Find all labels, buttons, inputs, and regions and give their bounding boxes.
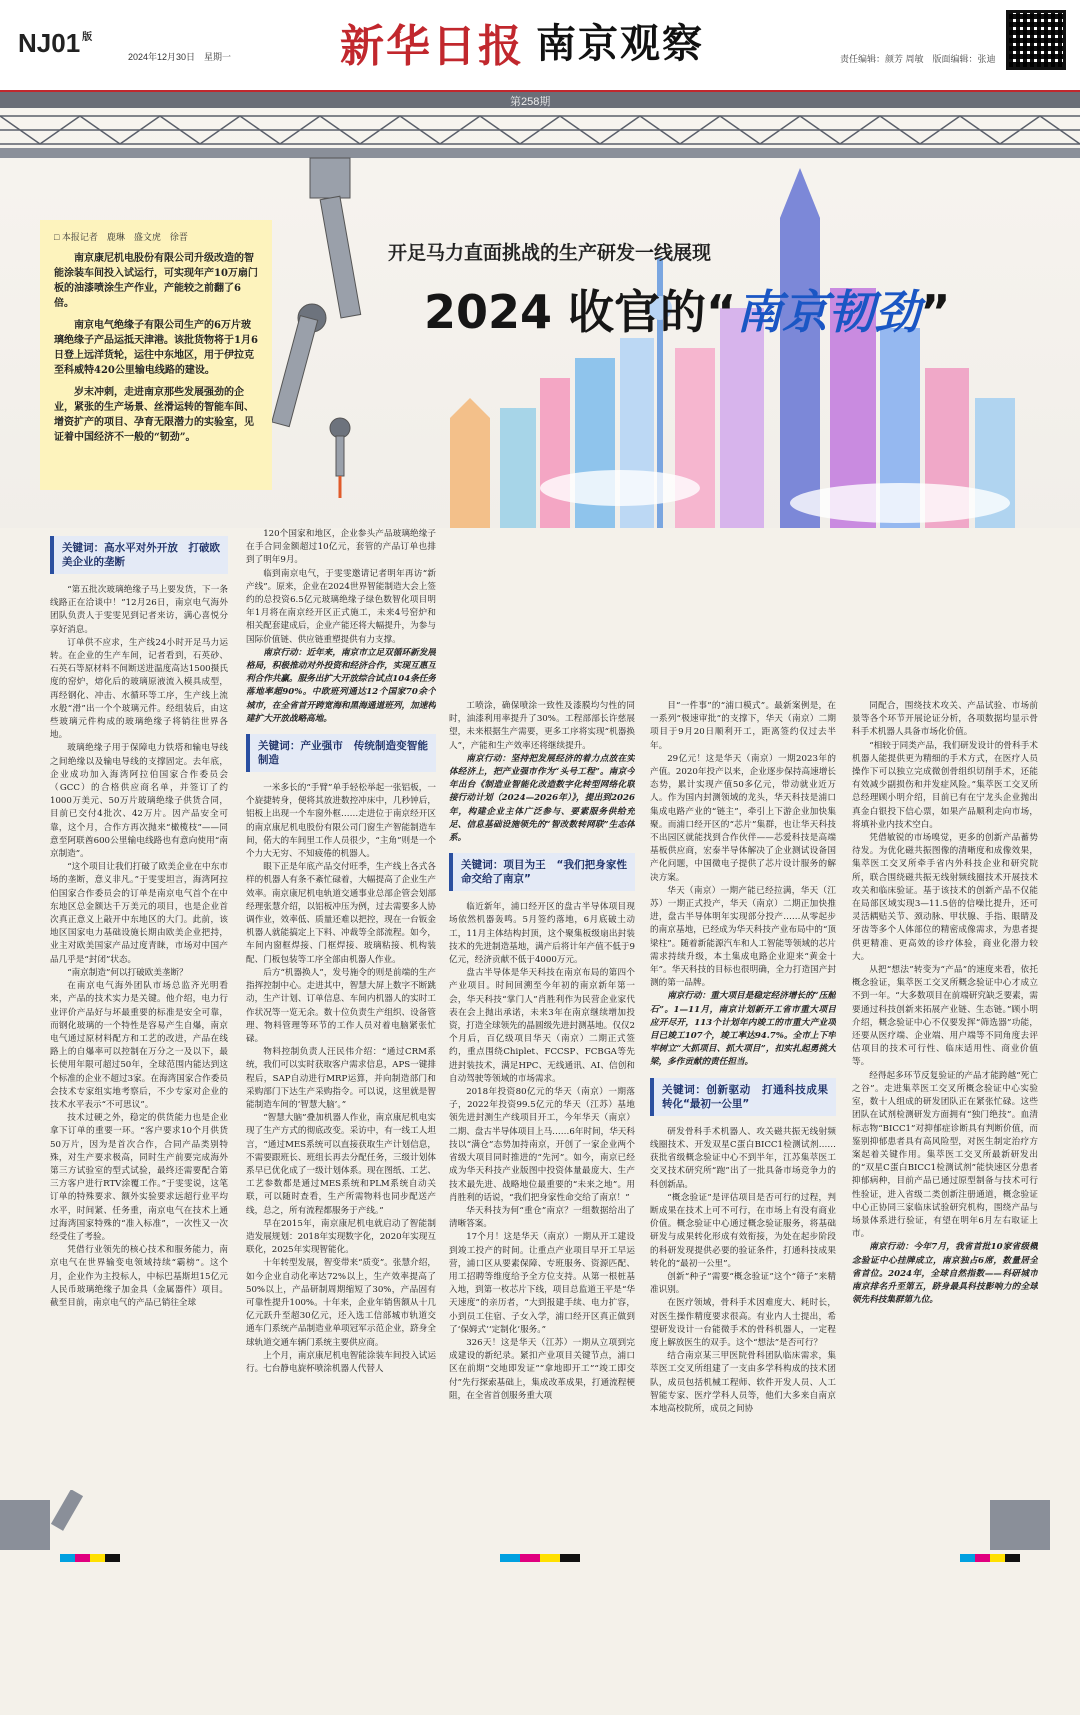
body-paragraph: 在南京电气海外团队市场总监齐光明看来，产品的技术实力是关键。他介绍，电力行业评价产品好与坏最重要的标准是安全可靠，而钢化玻璃的一个特性是容易产生自爆，南京电气通过原材料配方和工艺的改进，产品在线路上的自爆率可以控制在万分之一及以下，最长使用年限可超过50年，全球范围内能达到这个标准的企业不超过3家。在海湾国家合作委员会技术专家组实地考察后，不少专家对企业的技术水平表示“不可思议”。 xyxy=(50,981,228,1110)
body-paragraph: 玻璃绝缘子用于保障电力铁塔和输电导线之间绝缘以及输电导线的支撑固定。去年底，企业成功加入海湾阿拉伯国家合作委员会（GCC）的合格供应商名单，并签订了约1000万美元、50万片玻璃绝缘子供货合同，目前已交付4批次、42万片。因产品安全可靠，这个月，合作方再次抛来“橄榄枝”——同意至阿联酋600公里输电线路也有意向使用“南京制造”。 xyxy=(50,743,228,860)
body-paragraph: 在医疗领域，骨科手术因难度大、耗时长，对医生操作精度要求很高。有业内人士提出，希望研发设计一台能微手术的骨科机器人，一定程度上解放医生的双手。这个“想法”是否可行？ xyxy=(650,1298,836,1348)
column-5 xyxy=(852,700,1038,1715)
body-paragraph: 29亿元！这是华天（南京）一期2023年的产值。2020年投产以来，企业逐步保持高速增长态势，累计实现产值50多亿元，带动就业近万人。作为国内封测领域的龙头，华天科技是浦口集成电路产业的“链主”，牵引上下游企业加快集聚。而浦口经开区的“芯片”集群，也让华天科技不出园区就能找到合作伙伴——芯爱科技是高端基板供应商，宏泰半导体解决了企业测试设备国产化问题，中国微电子提供了芯片设计服务的解决方案。 xyxy=(650,753,836,883)
body-paragraph: “智慧大脑”叠加机器人作业，南京康尼机电实现了生产方式的彻底改变。采访中，有一线工人坦言，“通过MES系统可以直接获取生产计划信息，不需要跟班长、班组长再去分配任务，三级计划体系早已优化成了一级计划体系。现在图纸、工艺、工艺参数都是通过MES系统和PLM系统自动关联，可以随时查看，生产所需物料也同步配送产线，总之，所有流程都服务于产线。” xyxy=(246,1113,436,1216)
body-paragraph: 临到南京电气，于雯雯邀请记者明年再访“新产线”。原来，企业在2024世界智能制造大会上签约的总投资6.5亿元玻璃绝缘子绿色数智化项目明年1月将在南京经开区正式施工，未来4号窑炉和相关配套建成后，企业产能还将大幅提升，为参与国际价值链、供应链重塑提供有力支撑。 xyxy=(246,568,436,645)
page-number: NJ01 $^版$ xyxy=(18,28,93,58)
print-color-bar xyxy=(60,1554,120,1562)
qr-code-icon xyxy=(1006,10,1066,70)
body-paragraph: 盘古半导体是华天科技在南京布局的第四个产业项目。时间回溯至今年初的南京新年第一会，华天科技“掌门人”肖胜利作为民营企业家代表在会上抛出承诺，未来3年在南京继续增加投资，打造全球领先的晶圆级先进封测基地。仅仅2个月后，百亿级项目华天（南京）二期正式签约，重点围绕Chiplet、FCCSP、FCBGA等先进封装技术，满足HPC、无线通讯、AI、信创和自动驾驶等领域的市场需求。 xyxy=(449,968,635,1084)
body-paragraph: 326天！这是华天（江苏）一期从立项到完成建设的新纪录。紧扣产业项目关键节点，浦口区在前期“交地即发证”“拿地即开工”“竣工即交付”先行探索基础上，集成改革成果，打通流程梗阻，在全省首创服务重大项 xyxy=(449,1337,635,1401)
body-paragraph: 从把“想法”转变为“产品”的速度来看，依托概念验证，集萃医工交叉所概念验证中心才成立不到一年。“大多数项目在前端研究缺乏要素，需要通过科技创新来拓展产业链、生态链。”顾小明介绍，概念验证中心不仅要发挥“筛选器”功能，还要从医疗端、企业端、用户端等不同角度去评估项目的技术可行性、临床适用性、商业价值等。 xyxy=(852,965,1038,1068)
nanjing-action-paragraph: 南京行动：坚持把发展经济的着力点放在实体经济上，把产业强市作为“头号工程”。南京今年出台《制造业智能化改造数字化转型网络化联接行动计划（2024—2026年）》，提出到2026年，构建企业主体广泛参与、要素服务供给充足、信息基础设施领先的“智改数转网联”生态体系。 xyxy=(449,753,635,844)
body-paragraph: 凭借行业领先的核心技术和服务能力，南京电气在世界输变电领域持续“霸榜”。这个月，企业作为主投标人，中标巴基斯坦15亿元人民币玻璃绝缘子加金具（金属器件）项目。截至目前，南京电气的产品已销往全球 xyxy=(50,1245,228,1308)
print-color-bar xyxy=(500,1554,580,1562)
issue-number: 第258期 xyxy=(510,96,551,108)
body-paragraph: 一米多长的“手臂”单手轻松举起一张铝板，一个旋捷转身，便将其放进数控冲床中，几秒钟后，铝板上出现一个车窗外框……走进位于南京经开区的南京康尼机电股份有限公司门窗生产智能制造车间，偌大的车间里工作人员很少，“主角”则是一个个力大无穷、不知疲倦的机器人。 xyxy=(246,783,436,860)
body-paragraph: 研发骨科手术机器人、攻关磁共振无线射频线圈技术、开发双星C蛋白BICC1检测试剂……获批省级概念验证中心不到半年，江苏集萃医工交叉技术研究所“跑”出了一批具备市场竞争力的科创新品。 xyxy=(650,1126,836,1190)
body-paragraph: “南京制造”何以打破欧美垄断？ xyxy=(67,967,188,978)
body-paragraph: 创新“种子”需要“概念验证”这个“筛子”来精准识别。 xyxy=(650,1271,836,1296)
lead-paragraph: 南京康尼机电股份有限公司升级改造的智能涂装车间投入试运行，可实现年产10万扇门板的油漆喷涂生产作业，产能较之前翻了6倍。 xyxy=(54,253,258,309)
body-paragraph: 结合南京某三甲医院骨科团队临床需求，集萃医工交叉所组建了一支由多学科构成的技术团队，成员包括机械工程师、软件开发人员、人工智能专家、医疗学科人员等，他们大多来自南京本地高校院所，成员之间协 xyxy=(650,1351,836,1414)
masthead xyxy=(0,0,1080,92)
article-kicker: 开足马力直面挑战的生产研发一线展现 xyxy=(388,242,712,264)
body-paragraph: 订单供不应求，生产线24小时开足马力运转。在企业的生产车间，记者看到，石英砂、石英石等原材料不间断送进温度高达1500摄氏度的窑炉，熔化后的玻璃原液流入模具成型，再经钢化、冲击、水循环等工序，生产线上流水般“滑”出一个个玻璃元件。经组装后，由这些玻璃元件构成的玻璃绝缘子将销往世界各地。 xyxy=(50,637,228,741)
section-title: 南京观察 xyxy=(536,21,704,67)
column-4 xyxy=(650,700,836,1715)
body-paragraph: 工喷涂，确保喷涂一致性及漆膜均匀性的同时，油漆利用率提升了30%。工程部部长许慈展望，未来根据生产需要，更多工序将实现“机器换人”，产能和生产效率还将继续提升。 xyxy=(449,701,635,751)
article-headline: 2024 收官的“南京韧劲” xyxy=(424,285,951,339)
byline: □ 本报记者 鹿琳 盛文虎 徐晋 xyxy=(54,232,188,242)
body-paragraph: “相较于同类产品，我们研发设计的骨科手术机器人能提供更为精细的手术方式，在医疗人员操作下可以独立完成微创骨组织切削手术，还能有效减少副损伤和并发症风险。”集萃医工交叉所总经理顾小明介绍，目前已有在宁龙头企业抛出真金白银投下信心票，如果产品顺利走向市场，将填补业内技术空白。 xyxy=(852,740,1038,830)
lead-paragraph: 南京电气绝缘子有限公司生产的6万片玻璃绝缘子产品运抵天津港。该批货物将于1月6日登上远洋货轮，运往中东地区，用于伊拉克至科威特420公里输电线路的建设。 xyxy=(54,320,258,376)
body-paragraph: 目“一件事”的“浦口模式”。最新案例是，在一系列“极速审批”的支撑下，华天（南京）二期项目于9月20日顺利开工，距离签约仅过去半年。 xyxy=(650,701,836,751)
body-paragraph: 临近新年，浦口经开区的盘古半导体项目现场依然机器轰鸣。5月签约落地，6月底破土动工，11月主体结构封顶，这个聚集板级扇出封装技术的先进制造基地，满产后将计年产值不低于9亿元，经济贡献不低于4000万元。 xyxy=(449,902,635,966)
body-paragraph: 同配合，围绕技术攻关、产品试验、市场前景等各个环节开展论证分析，各项数据均显示骨科手术机器人具备市场化价值。 xyxy=(852,701,1038,738)
body-paragraph: 早在2015年，南京康尼机电就启动了智能制造发展规划：2018年实现数字化，2020年实现互联化，2025年实现智能化。 xyxy=(246,1218,436,1256)
body-paragraph: 十年转型发展，智变带来“质变”。张慧介绍，如今企业自动化率达72%以上，生产效率提高了50%以上，产品研制周期缩短了30%，产品固有可靠性提升100%。十年来，企业年销售额从十几亿元跃升至超30亿元，还入选工信部城市轨道交通车门系统产品制造业单项冠军示范企业，跻身全球轨道交通车辆门系统主要供应商。 xyxy=(246,1258,436,1348)
keyword-box: 关键词：高水平对外开放 打破欧美企业的垄断 xyxy=(50,536,228,574)
body-paragraph: 经得起多环节反复验证的产品才能跨越“死亡之谷”。走进集萃医工交叉所概念验证中心实验室，数十人组成的研发团队正在紧张忙碌。这些团队在试剂检测研发方面拥有“独门绝技”。血清标志物“BICC1”对抑郁症诊断具有判断价值，而鉴别抑郁患者具有高风险型，对医生制定治疗方案起着关键作用。集萃医工交叉所最新研发出的“双星C蛋白BICC1检测试剂”能快速区分患者抑郁病种，目前产品已通过原型制备与技术可行性验证，进入省级二类创新注册通道，概念验证中心正协同三家临床试验研究机构，围绕产品与场景体系进行验证，有望在明年6月左右取证上市。 xyxy=(852,1070,1038,1240)
body-paragraph: “第五批次玻璃绝缘子马上要发货，下一条线路正在洽谈中！”12月26日，南京电气海外团队负责人于雯雯见到记者来访，满心喜悦分享好消息。 xyxy=(50,585,228,635)
body-paragraph: 眼下正是年底产品交付旺季，生产线上各式各样的机器人有条不紊忙碌着，大幅提高了企业生产效率。南京康尼机电轨道交通事业总部企管会划部经理张慧介绍，以铝板冲压为例，过去需要多人协调作业，效率低、质量还难以把控，现在一台钣金机器人就能搞定上下料、冲裁等全部流程。如今，车间内窗框焊接、门框焊接、玻璃粘接、机构装配、门板包装等工序全部由机器人作业。 xyxy=(246,862,436,965)
body-paragraph: 17个月！这是华天（南京）一期从开工建设到竣工投产的时间。让重点产业项目早开工早运营，浦口区从要素保障、专班服务、资源匹配、用工招聘等维度给予全方位支持。从第一根桩基入地，到第一枚芯片下线，项目总监道王平是“华天速度”的亲历者，“大到报建手续、电力扩容，小到员工住宿、子女入学，浦口经开区真正做到了‘保姆式’‘定制化’服务。” xyxy=(449,1232,635,1335)
body-paragraph: “概念验证”是评估项目是否可行的过程，判断成果在技术上可不可行，在市场上有没有商业价值。概念验证中心通过概念验证服务，将基础研发与成果转化形成有效衔接，为处在起步阶段的科研发现提供必要的验证条件，打通科技成果转化的“最初一公里”。 xyxy=(650,1192,836,1269)
body-paragraph: 华天科技为何“重仓”南京？一组数据给出了清晰答案。 xyxy=(449,1205,635,1230)
headline-highlight: 南京韧劲 xyxy=(736,285,921,339)
body-paragraph: 后方“机器换人”，发号施令的则是前端的生产指挥控制中心。走进其中，智慧大屏上数字不断跳动，生产计划、订单信息、车间内机器人的实时工作状况等一览无余。数十位负责生产组织、设备管理、物料管理等环节的工作人员对着电脑紧张忙碌。 xyxy=(246,967,436,1044)
body-paragraph: 华天（南京）一期产能已经拉满，华天（江苏）一期正式投产，华天（南京）二期正加快推进，盘古半导体明年实现部分投产……从零起步的南京基地，已经成为华天科技产业布局中的“顶梁柱”。随着新能源汽车和人工智能等领域的芯片需求持续升级，本土集成电路企业迎来“黄金十年”。华天科技的目标也很明确，全力打造国产封测的第一品牌。 xyxy=(650,885,836,989)
nanjing-action-paragraph: 南京行动：今年7月，我省首批10家省级概念验证中心挂牌成立，南京独占6席，数量居全省首位。2024年，全球自然指数——科研城市南京排名升至第五，跻身最具科技影响力的全球领先科技集群第九位。 xyxy=(852,1242,1038,1306)
body-paragraph: 上个月，南京康尼机电智能涂装车间投入试运行。七台静电旋杯喷涂机器人代替人 xyxy=(246,1350,436,1374)
body-paragraph: 凭借敏锐的市场嗅觉，更多的创新产品蓄势待发。为优化磁共振图像的清晰度和成像效果，集萃医工交叉所牵手省内外科技企业和研究院所，联合围绕磁共振无线射频线圈技术开展技术攻关和临床验证。基于该技术的创新产品不仅能在局部区域实现3—11.5倍的信噪比提升，还可灵活耦贴关节、颈动脉、甲状腺、手指、眼睛及牙齿等多个人体部位的精密成像需求，为患者提供更精准、更高效的诊疗体验，商业化潜力较大。 xyxy=(852,833,1038,962)
date-line: 2024年12月30日 星期一 xyxy=(128,52,232,62)
body-paragraph: 技术过硬之外，稳定的供货能力也是企业拿下订单的重要一环。“客户要求10个月供货50万片，因为是首次合作，合同产品类别特殊，对生产要求极高，同时生产前要完成海外第三方试验室的型式试验，最终还需要配合第三方客户进行RTV涂覆工作。”于雯雯说，这笔订单的特殊要求、额外实验要求远超行业平均水平，时间紧、任务重，南京电气在技术上通过海湾国家特殊的“准入标准”，一次性又一次经受住了考验。 xyxy=(50,1113,228,1242)
keyword-box: 关键词：项目为王 “我们把身家性命交给了南京” xyxy=(449,853,635,891)
body-paragraph: 120个国家和地区，企业参头产品玻璃绝缘子在手合同金额超过10亿元，套管的产品订单也排到了明年9月。 xyxy=(246,529,436,566)
column-3 xyxy=(449,700,635,1715)
body-paragraph: 2018年投资80亿元的华天（南京）一期落子，2022年投资99.5亿元的华天（江苏）基地领先进封测生产线项目开工，今年华天（南京）二期、盘古半导体项目上马……6年时间，华天科技以“满仓”态势加持南京，开创了一家企业两个省级大项目同时推进的“先河”。如今，南京已经成为华天科技产业版图中投资体量最庞大、生产技术最先进、战略地位最重要的“未来之地”。用肖胜利的话说，“我们把身家性命交给了南京！” xyxy=(449,1087,635,1203)
keyword-box: 关键词：产业强市 传统制造变智能制造 xyxy=(246,734,436,772)
robot-arm-decoration xyxy=(0,1490,1080,1550)
column-1 xyxy=(50,528,228,1543)
keyword-box: 关键词：创新驱动 打通科技成果转化“最初一公里” xyxy=(650,1078,836,1116)
editors-line: 责任编辑：颜芳 周敏 版面编辑：张迪 xyxy=(840,54,996,64)
print-color-bar xyxy=(960,1554,1020,1562)
column-2 xyxy=(246,528,436,1543)
lead-box xyxy=(40,220,272,490)
body-paragraph: 物料控制负责人汪民伟介绍：“通过CRM系统，我们可以实时获取客户需求信息，APS一键排程后，SAP自动进行MRP运算，并向制造部门和采购部门下达生产采购指令。可以说，这里就是智能制造车间的‘智慧大脑’。” xyxy=(246,1047,436,1110)
body-paragraph: “这个项目让我们打破了欧美企业在中东市场的垄断，意义非凡。”于雯雯坦言，海湾阿拉伯国家合作委员会的订单是南京电气首个在中东地区总金额达千万美元的项目，也是企业首次真正意义上敲开中东地区的大门。此前，该地区国家电力基础设施长期由欧美企业把持，业主对欧美国家产品过度青睐，市场对中国产品几乎是“封闭”状态。 xyxy=(50,862,228,965)
nanjing-action-paragraph: 南京行动：重大项目是稳定经济增长的“压舱石”。1—11月，南京计划新开工省市重大项目应开尽开，113个计划年内竣工的市重大产业项目已竣工107个，竣工率达94.7%。全市上下牢牢树立“大抓项目、抓大项目”，扣实扎起勇挑大梁，多作贡献的责任担当。 xyxy=(650,991,836,1068)
newspaper-logo: 新华日报 xyxy=(340,21,524,72)
nanjing-action-paragraph: 南京行动：近年来，南京市立足双循环新发展格局，积极推动对外投资和经济合作，实现互惠互利合作共赢。服务出扩大开放综合试点104条任务落地率超90%。中欧班列通达12个国家70余个城市，在全省首开跨宽海和黑海通道班列，加速构建扩大开放战略高地。 xyxy=(246,647,436,724)
lead-paragraph: 岁末冲刺，走进南京那些发展强劲的企业，紧张的生产场景、丝滑运转的智能车间、增资扩产的项目、孕育无限潜力的实验室，见证着中国经济不一般的“韧劲”。 xyxy=(54,387,254,443)
